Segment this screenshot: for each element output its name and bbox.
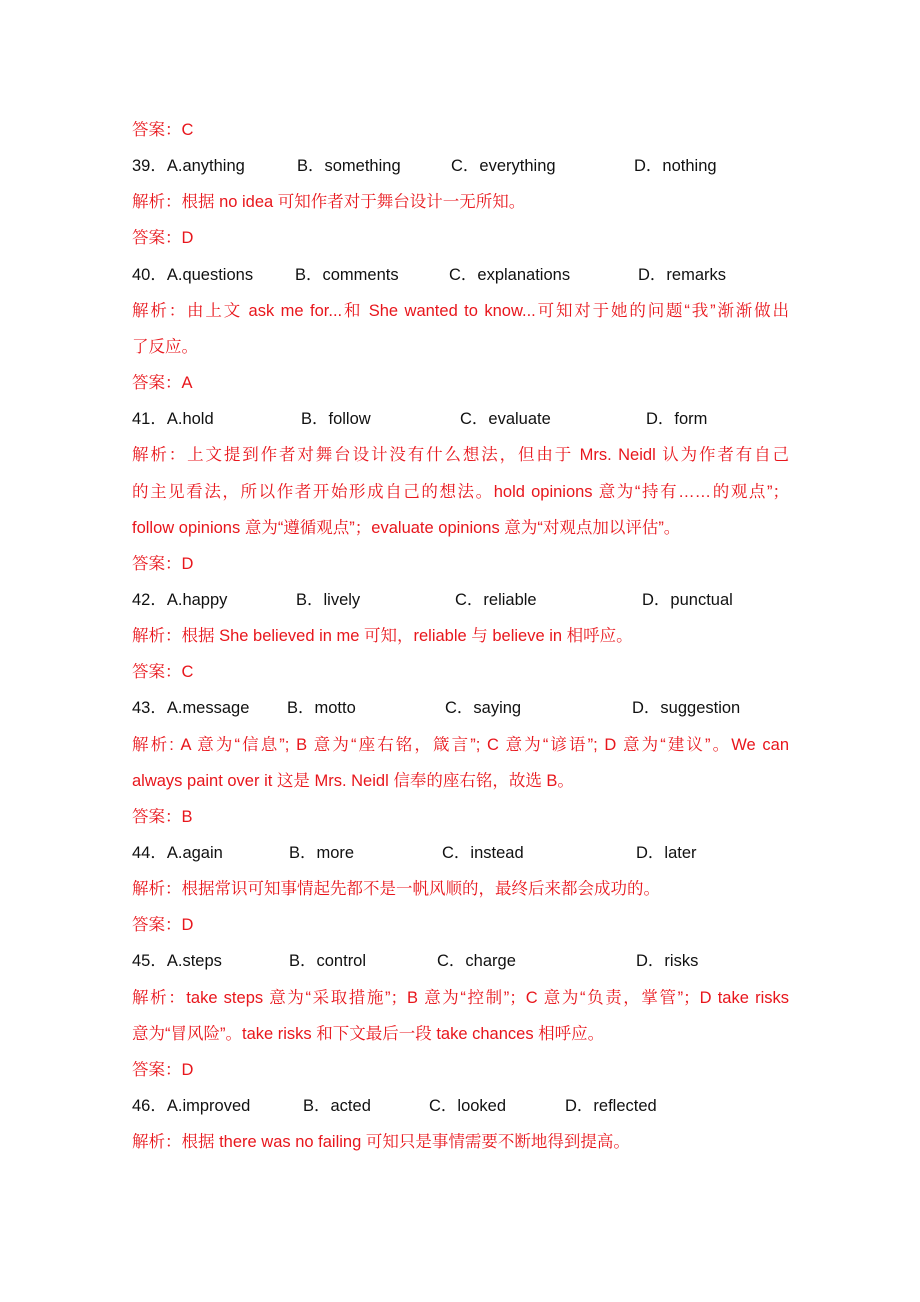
option-d: D．later: [636, 844, 697, 862]
option-c: C．everything: [451, 157, 556, 176]
analysis-line: 了反应。: [132, 337, 198, 356]
analysis-line: always paint over it 这是 Mrs. Neidl 信奉的座右铭，故选 B。: [132, 771, 574, 790]
option-b: B．lively: [296, 590, 361, 609]
option-b: B．something: [297, 157, 401, 176]
analysis-line: 解析：根据 no idea 可知作者对于舞台设计一无所知。: [132, 193, 526, 212]
answer-line: 答案：D: [132, 916, 194, 935]
option-d: D．risks: [636, 952, 699, 971]
answer-line: 答案：C: [132, 121, 194, 139]
option-a: 41．A.hold: [132, 410, 214, 429]
option-d: D．suggestion: [632, 699, 741, 718]
question-options: [132, 407, 789, 431]
option-a: 46．A.improved: [132, 1097, 251, 1116]
option-a: 43．A.message: [132, 699, 250, 718]
option-d: D．form: [646, 410, 708, 429]
analysis-line: 解析: A 意为“信息”; B 意为“座右铭，箴言”; C 意为“谚语”; D 意为“建议”。We can: [132, 735, 789, 754]
option-c: C．saying: [445, 699, 522, 718]
option-b: B．control: [289, 952, 367, 971]
option-c: C．explanations: [449, 265, 571, 284]
question-options: [132, 1094, 789, 1118]
analysis-line: 解析：根据常识可知事情起先都不是一帆风顺的，最终后来都会成功的。: [132, 880, 660, 899]
analysis-line: follow opinions 意为“遵循观点”；evaluate opinions 意为“对观点加以评估”。: [132, 518, 681, 537]
option-d: D．reflected: [565, 1097, 657, 1116]
question-options: [132, 263, 789, 287]
question-options: [132, 949, 789, 973]
question-options: [132, 154, 789, 178]
answer-line: 答案：D: [132, 229, 194, 248]
analysis-line: 解析：根据 She believed in me 可知，reliable 与 believe in 相呼应。: [132, 627, 633, 646]
option-a: 44．A.again: [132, 844, 223, 862]
option-c: C．instead: [442, 844, 524, 862]
option-b: B．motto: [287, 699, 356, 718]
analysis-line: 意为“冒风险”。take risks 和下文最后一段 take chances 相呼应。: [132, 1024, 605, 1043]
option-c: C．looked: [429, 1097, 507, 1116]
option-b: B．acted: [303, 1097, 371, 1116]
option-b: B．comments: [295, 265, 399, 284]
analysis-line: 的主见看法，所以作者开始形成自己的想法。hold opinions 意为“持有……的观点”；: [132, 482, 789, 501]
analysis-line: 解析：由上文 ask me for...和 She wanted to know...可知对于她的问题“我”渐渐做出: [132, 301, 789, 320]
analysis-line: 解析：上文提到作者对舞台设计没有什么想法，但由于 Mrs. Neidl 认为作者有自己: [132, 446, 789, 465]
answer-line: 答案：A: [132, 374, 193, 393]
option-d: D．nothing: [634, 157, 717, 176]
option-a: 45．A.steps: [132, 952, 222, 971]
answer-line: 答案：B: [132, 807, 193, 826]
answer-line: 答案：D: [132, 554, 194, 573]
answer-line: 答案：C: [132, 663, 194, 682]
option-d: D．remarks: [638, 265, 727, 284]
analysis-line: 解析：take steps 意为“采取措施”；B 意为“控制”；C 意为“负责，掌管”；D take risks: [132, 988, 789, 1007]
option-a: 40．A.questions: [132, 265, 254, 284]
question-options: [132, 696, 789, 720]
option-a: 42．A.happy: [132, 590, 228, 609]
option-c: C．evaluate: [460, 410, 551, 429]
option-c: C．charge: [437, 952, 516, 971]
answer-line: 答案：D: [132, 1060, 194, 1079]
question-options: [132, 588, 789, 612]
option-b: B．more: [289, 844, 355, 862]
option-d: D．punctual: [642, 590, 733, 609]
analysis-line: 解析：根据 there was no failing 可知只是事情需要不断地得到提高。: [132, 1133, 630, 1152]
option-b: B．follow: [301, 410, 371, 429]
option-c: C．reliable: [455, 590, 537, 609]
question-options: [132, 841, 789, 865]
option-a: 39．A.anything: [132, 157, 245, 176]
